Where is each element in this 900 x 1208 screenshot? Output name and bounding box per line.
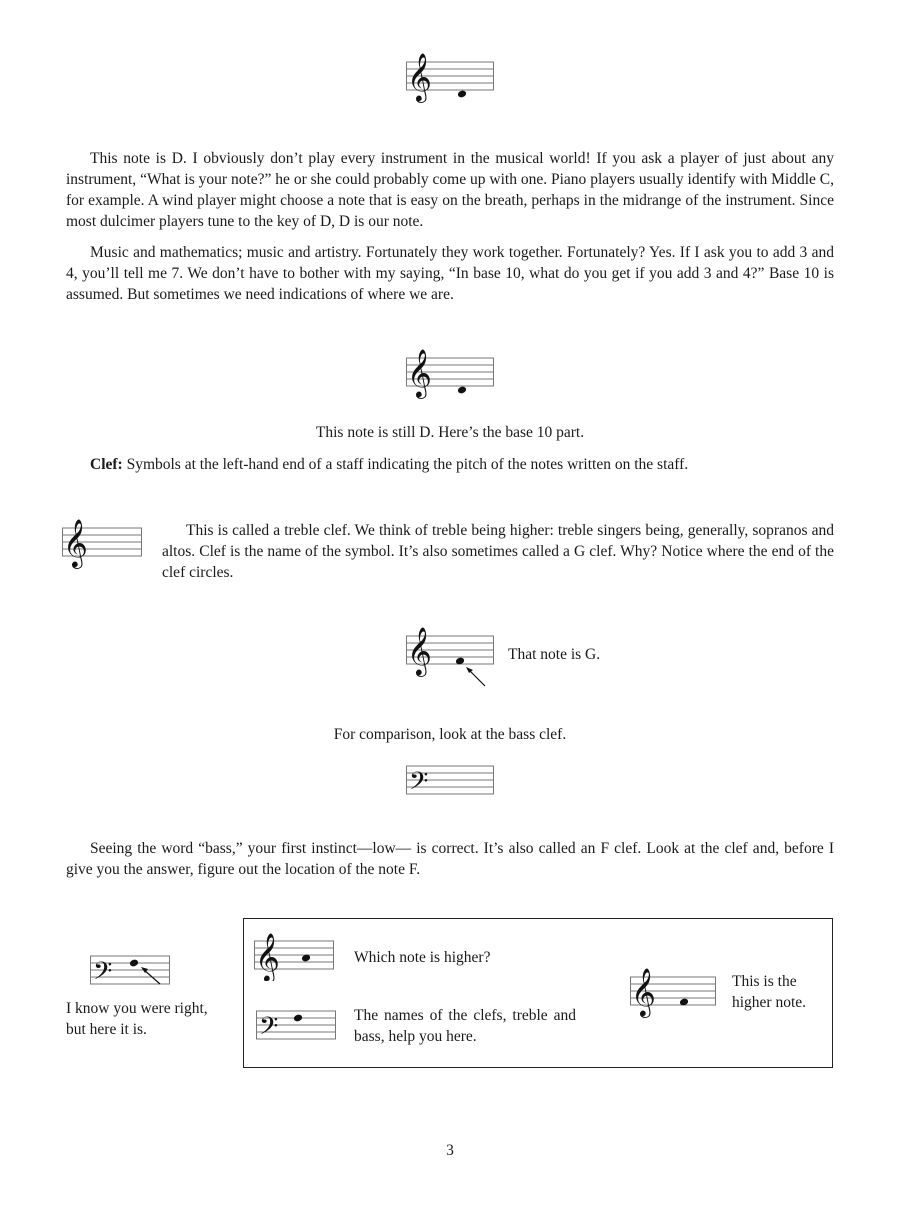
box-staff-treble [254, 931, 338, 981]
staff-bass-f [90, 948, 174, 994]
svg-text:𝄢: 𝄢 [409, 767, 429, 802]
answer-text: This is the higher note. [732, 973, 807, 1011]
staff-bass-clef [406, 758, 496, 802]
treble-clef-paragraph: This is called a treble clef. We think of treble being higher: treble singers being, generally, sopranos and altos. Clef is the name of the symbol. It’s also sometimes called a G clef. Why? Notice where the end of the clef circles. [162, 522, 834, 581]
svg-text:𝄞: 𝄞 [407, 348, 432, 397]
g-note-caption: That note is G. [508, 646, 601, 663]
box-staff-bass [256, 1007, 340, 1047]
bass-clef-paragraph: Seeing the word “bass,” your first instinct—low— is correct. It’s also called an F clef. Look at the clef and, before I give you the answer, figure out the location of the note F. [66, 840, 834, 878]
clef-term: Clef: [90, 456, 123, 473]
bass-clef-caption: For comparison, look at the bass clef. [333, 726, 567, 743]
exercise-box [243, 918, 833, 1068]
staff-treble-g [406, 624, 496, 690]
hint-text: The names of the clefs, treble and bass, help you here. [354, 1007, 576, 1045]
svg-text:𝄞: 𝄞 [255, 932, 280, 981]
staff-treble-d-second [406, 346, 496, 406]
page-number: 3 [446, 1142, 454, 1159]
caption-still-d: This note is still D. Here’s the base 10 part. [315, 424, 585, 441]
svg-text:𝄞: 𝄞 [631, 967, 656, 1016]
staff-treble-clef [62, 514, 146, 576]
box-staff-answer [630, 965, 720, 1025]
svg-text:𝄢: 𝄢 [93, 957, 113, 992]
svg-text:𝄢: 𝄢 [259, 1012, 279, 1047]
question-text: Which note is higher? [354, 949, 491, 966]
svg-text:𝄞: 𝄞 [407, 626, 432, 675]
intro-paragraph-1: This note is D. I obviously don’t play every instrument in the musical world! If you ask a player of just about any instrument, “What is your note?” he or she could probably come up with one. Piano players usually identify with Middle C, for example. A wind player might choose a note that is easy on the breath, perhaps in the midrange of the instrument. Since most dulcimer players tune to the key of D, D is our note. [66, 150, 834, 230]
intro-paragraph-2: Music and mathematics; music and artistry. Fortunately they work together. Fortunately? Yes. If I ask you to add 3 and 4, you’ll tell me 7. We don’t have to bother with my saying, “In base 10, what do you get if you add 3 and 4?” Base 10 is assumed. But sometimes we need indications of where we are. [66, 244, 834, 303]
svg-text:𝄞: 𝄞 [407, 52, 432, 101]
svg-text:𝄞: 𝄞 [63, 518, 88, 567]
answer-caption: I know you were right, but here it is. [66, 1000, 208, 1038]
staff-treble-d-top [406, 50, 496, 110]
clef-definition-text: Symbols at the left-hand end of a staff indicating the pitch of the notes written on the staff. [126, 456, 689, 473]
clef-definition [66, 454, 834, 475]
